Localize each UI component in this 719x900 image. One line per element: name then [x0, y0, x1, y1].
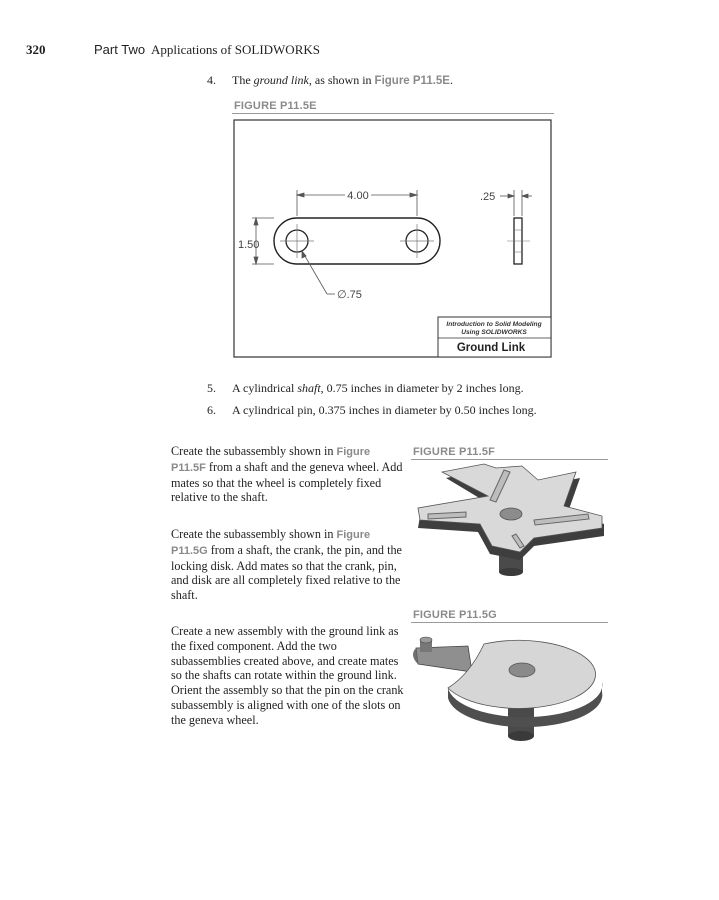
list-item-text: A cylindrical pin, 0.375 inches in diameter by 0.50 inches long.	[232, 403, 537, 417]
shaft-bottom	[499, 568, 523, 576]
list-item-4	[207, 73, 687, 89]
title-block-name: Ground Link	[456, 342, 526, 354]
dimension-thickness-label: .25	[480, 191, 496, 203]
list-item-number: 5.	[207, 381, 216, 395]
figure-label: FIGURE P11.5E	[234, 100, 317, 112]
list-item-text: A cylindrical shaft, 0.75 inches in diameter by 2 inches long.	[232, 381, 524, 395]
wheel-center-hole	[500, 508, 522, 520]
locking-disk-hole	[509, 663, 535, 677]
header-part: Part Two	[94, 42, 146, 57]
ground-link-drawing	[232, 118, 554, 360]
title-block-line1: Introduction to Solid Modeling	[446, 321, 542, 328]
page-number: 320	[26, 42, 46, 57]
list-item-text: The ground link, as shown in Figure P11.5E.	[232, 73, 453, 87]
figure-rule	[232, 113, 554, 114]
figure-label: FIGURE P11.5G	[413, 609, 497, 621]
figure-reference[interactable]: Figure P11.5F	[171, 446, 371, 474]
header-title: Applications of SOLIDWORKS	[151, 42, 320, 57]
list-item-number: 4.	[207, 73, 216, 87]
figure-reference[interactable]: Figure P11.5E	[374, 75, 450, 87]
dimension-length-label: 4.00	[347, 190, 369, 202]
crank-subassembly-render	[408, 626, 608, 746]
crank-pin-top	[420, 637, 432, 643]
dimension-height-label: 1.50	[238, 239, 260, 251]
list-item-number: 6.	[207, 403, 216, 417]
geneva-wheel-render	[408, 462, 608, 587]
paragraph-subassembly-f: Create the subassembly shown in Figure P11.5F from a shaft and the geneva wheel. Add mates so that the wheel is completely fixed relative to the shaft.	[171, 444, 403, 505]
shaft-bottom	[508, 731, 534, 741]
paragraph-final-assembly: Create a new assembly with the ground link as the fixed component. Add the two subassemblies created above, and create mates so the shafts can rotate within the ground link. Orient the assembly so that the pin on the crank subassembly is aligned with one of the slots on the geneva wheel.	[171, 624, 404, 727]
figure-reference[interactable]: Figure P11.5G	[171, 529, 371, 557]
list-item-5	[207, 381, 687, 397]
paragraph-subassembly-g: Create the subassembly shown in Figure P11.5G from a shaft, the crank, the pin, and the locking disk. Add mates so that the crank, pin, and disk are all completely fixed relative to the shaft.	[171, 527, 402, 603]
dimension-hole-label: ∅.75	[337, 289, 362, 301]
figure-rule	[411, 622, 608, 623]
figure-rule	[411, 459, 608, 460]
list-item-6	[207, 403, 687, 419]
title-block-line2: Using SOLIDWORKS	[461, 329, 527, 336]
figure-label: FIGURE P11.5F	[413, 446, 496, 458]
